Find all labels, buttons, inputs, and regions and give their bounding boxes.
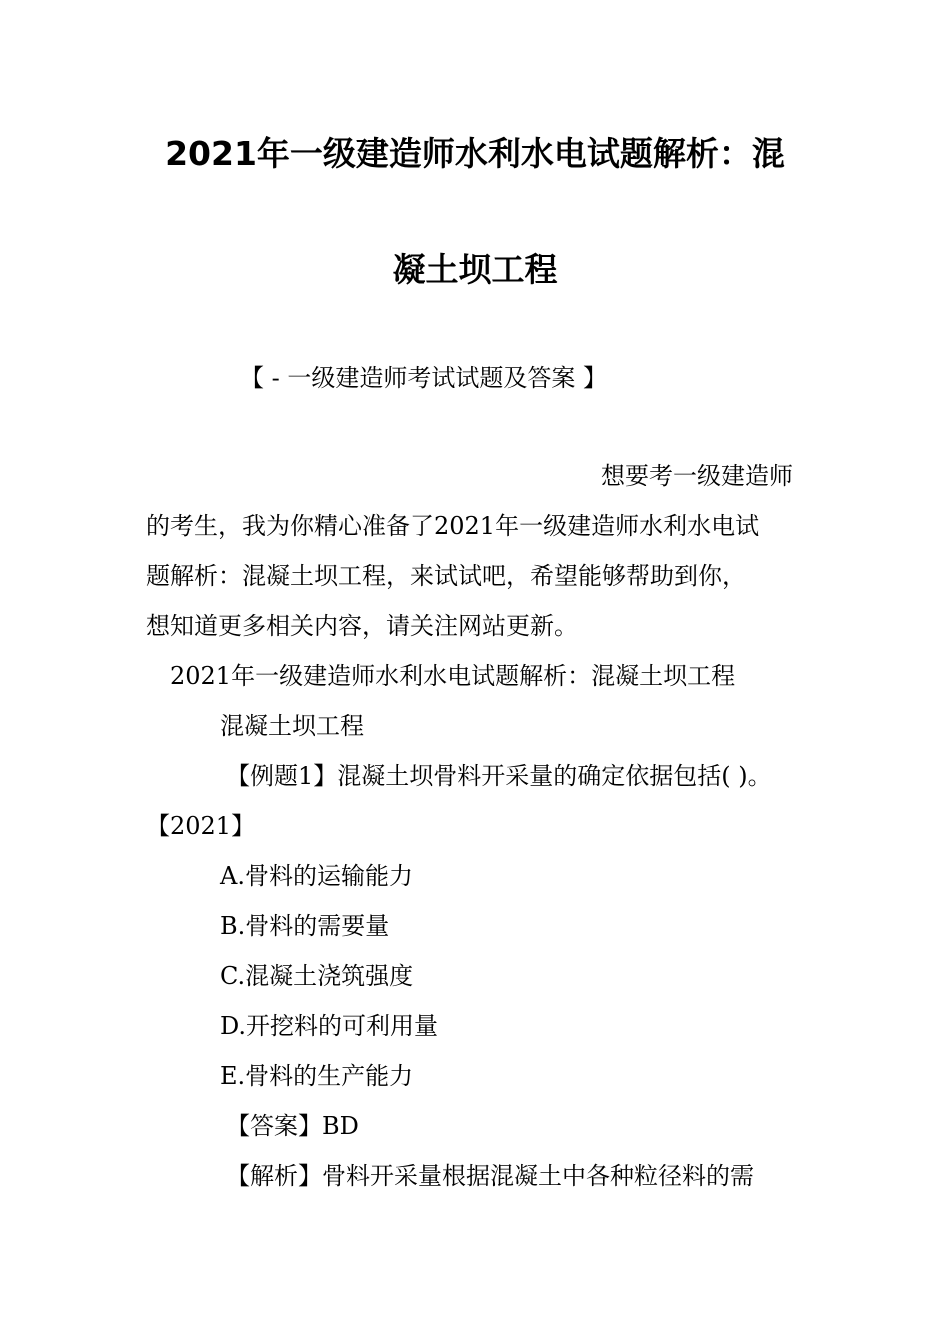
option-b: B.骨料的需要量 (220, 912, 390, 940)
document-title-line-2: 凝土坝工程 (392, 250, 558, 289)
intro-line-1: 想要考一级建造师 (601, 462, 793, 490)
answer-line: 【答案】BD (226, 1112, 359, 1140)
document-subtitle: 【 - 一级建造师考试试题及答案 】 (240, 364, 607, 392)
document-title-line-1: 2021年一级建造师水利水电试题解析：混 (165, 134, 785, 173)
intro-line-3: 题解析：混凝土坝工程，来试试吧，希望能够帮助到你， (146, 562, 746, 590)
option-d: D.开挖料的可利用量 (220, 1012, 439, 1040)
analysis-line: 【解析】骨料开采量根据混凝土中各种粒径料的需 (226, 1162, 754, 1190)
question-stem: 【例题1】混凝土坝骨料开采量的确定依据包括( )。 (226, 762, 772, 790)
question-year: 【2021】 (146, 812, 256, 840)
option-e: E.骨料的生产能力 (220, 1062, 414, 1090)
section-heading: 2021年一级建造师水利水电试题解析：混凝土坝工程 (170, 662, 736, 690)
option-a: A.骨料的运输能力 (220, 862, 413, 890)
option-c: C.混凝土浇筑强度 (220, 962, 414, 990)
intro-line-2: 的考生，我为你精心准备了2021年一级建造师水利水电试 (146, 512, 760, 540)
intro-line-4: 想知道更多相关内容，请关注网站更新。 (146, 612, 578, 640)
section-subheading: 混凝土坝工程 (220, 712, 364, 740)
